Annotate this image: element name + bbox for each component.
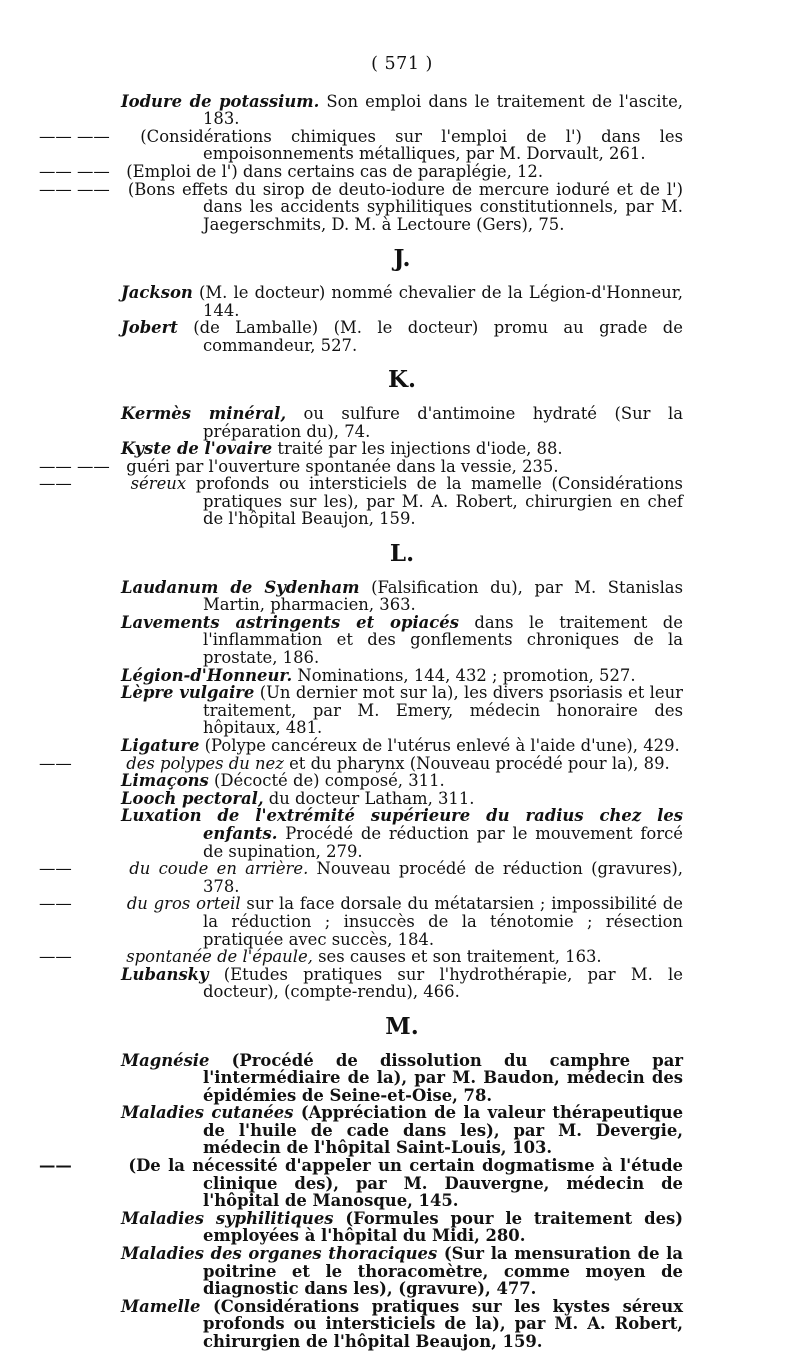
index-entry: Magnésie (Procédé de dissolution du camphre par l'intermédiaire de la), par M. Baudon, médecin des épidémies de Seine-et-Oise, 78. <box>121 1050 683 1105</box>
index-entry: —— —— guéri par l'ouverture spontanée dans la vessie, 235. <box>39 456 559 476</box>
index-entry: Maladies des organes thoraciques (Sur la mensuration de la poitrine et le thoracomètre, comme moyen de diagnostic dans les), (gravure), 477. <box>121 1244 684 1299</box>
index-entry: —— spontanée de l'épaule, ses causes et son traitement, 163. <box>39 947 602 967</box>
index-entry: Maladies syphilitiques (Formules pour le traitement des) employées à l'hôpital du Midi, 280. <box>121 1208 683 1246</box>
index-entry: —— séreux profonds ou intersticiels de la mamelle (Considérations pratiques sur les), par M. A. Robert, chirurgien en chef de l'hôpital Beaujon, 159. <box>39 474 683 529</box>
section-l <box>39 577 683 1002</box>
index-entry: Maladies cutanées (Appréciation de la valeur thérapeutique de l'huile de cade dans les), par M. Devergie, médecin de l'hôpital Saint-Louis, 103. <box>121 1103 683 1158</box>
section-letter-j: J. <box>393 245 411 273</box>
index-entry: Lubansky (Etudes pratiques sur l'hydrothérapie, par M. le docteur), (compte-rendu), 466. <box>121 964 683 1002</box>
index-entry: Mamelle (Considérations pratiques sur les kystes séreux profonds ou intersticiels de la), par M. A. Robert, chirurgien de l'hôpital Beaujon, 159. <box>121 1296 683 1351</box>
index-entry: —— —— (Emploi de l') dans certains cas de paraplégie, 12. <box>39 161 544 181</box>
section-k <box>39 403 683 529</box>
index-entry: Lèpre vulgaire (Un dernier mot sur la), les divers psoriasis et leur traitement, par M. Emery, médecin honoraire des hôpitaux, 481. <box>121 683 683 738</box>
section-letter-m: M. <box>385 1012 419 1040</box>
index-entry: —— des polypes du nez et du pharynx (Nouveau procédé pour la), 89. <box>39 753 670 773</box>
section-letter-l: L. <box>389 540 415 568</box>
index-entry: Jobert (de Lamballe) (M. le docteur) promu au grade de commandeur, 527. <box>121 318 683 355</box>
section-i <box>39 91 683 234</box>
index-entry: Luxation de l'extrémité supérieure du radius chez les enfants. Procédé de réduction par le mouvement forcé de supination, 279. <box>121 806 683 861</box>
index-entry: Iodure de potassium. Son emploi dans le traitement de l'ascite, 183. <box>121 91 683 129</box>
index-entry: —— —— (Considérations chimiques sur l'emploi de l') dans les empoisonnements métalliques, par M. Dorvault, 261. <box>39 126 683 164</box>
index-entry: Légion-d'Honneur. Nominations, 144, 432 ; promotion, 527. <box>121 665 636 685</box>
index-entry: Looch pectoral, du docteur Latham, 311. <box>121 788 475 808</box>
page-number: ( 571 ) <box>371 54 433 74</box>
index-entry: —— du gros orteil sur la face dorsale du métatarsien ; impossibilité de la réduction ; insuccès de la ténotomie ; résection pratiquée avec succès, 184. <box>39 894 683 949</box>
index-entry: —— —— (Bons effets du sirop de deuto-iodure de mercure ioduré et de l') dans les accidents syphilitiques constitutionnels, par M. Jaegerschmits, D. M. à Lectoure (Gers), 75. <box>39 179 683 234</box>
index-entry: Laudanum de Sydenham (Falsification du), par M. Stanislas Martin, pharmacien, 363. <box>121 577 683 615</box>
index-entry: —— (De la nécessité d'appeler un certain dogmatisme à l'étude clinique des), par M. Dauvergne, médecin de l'hôpital de Manosque, 145. <box>39 1156 683 1211</box>
index-entry: Lavements astringents et opiacés dans le traitement de l'inflammation et des gonflements chroniques de la prostate, 186. <box>121 612 683 668</box>
index-entry: Kermès minéral, ou sulfure d'antimoine hydraté (Sur la préparation du), 74. <box>121 403 683 441</box>
index-entry: Ligature (Polype cancéreux de l'utérus enlevé à l'aide d'une), 429. <box>121 736 680 755</box>
section-m <box>39 1050 684 1351</box>
section-j <box>121 284 683 354</box>
index-entry: Jackson (M. le docteur) nommé chevalier de la Légion-d'Honneur, 144. <box>121 282 683 320</box>
index-entry: Limaçons (Décocté de) composé, 311. <box>121 771 445 791</box>
index-entry: Kyste de l'ovaire traité par les injections d'iode, 88. <box>121 439 563 459</box>
index-entry: —— du coude en arrière. Nouveau procédé de réduction (gravures), 378. <box>39 859 683 896</box>
index-page <box>39 54 684 1351</box>
section-letter-k: K. <box>388 366 416 394</box>
